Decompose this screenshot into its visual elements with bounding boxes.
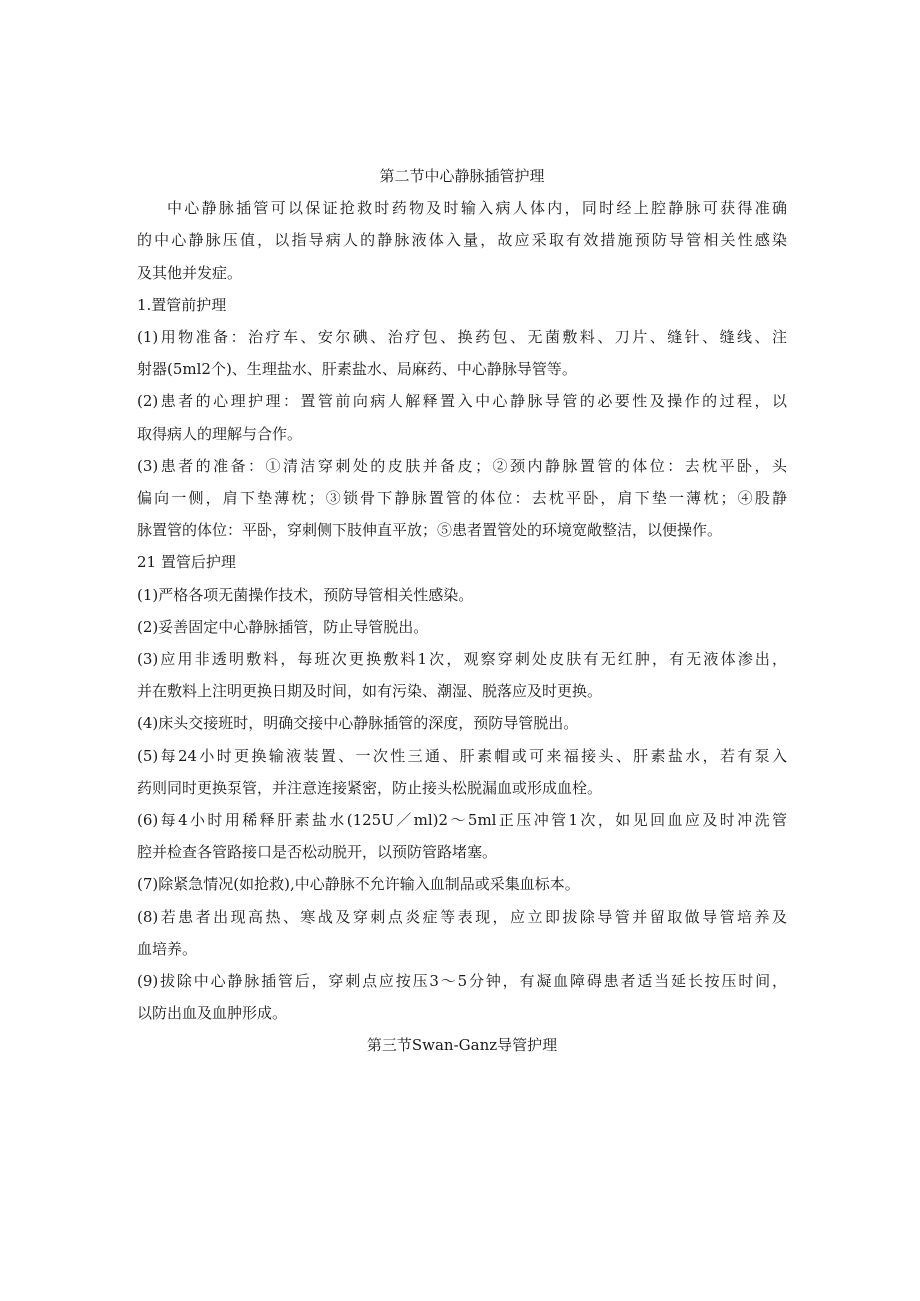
text-line: (2)妥善固定中心静脉插管，防止导管脱出。 <box>137 617 429 636</box>
text-line: (5)每24小时更换输液装置、一次性三通、肝素帽或可来福接头、肝素盐水，若有泵入 <box>137 746 787 765</box>
list-item <box>137 450 787 547</box>
text-line: (8)若患者出现高热、寒战及穿刺点炎症等表现，应立即拔除导管并留取做导管培养及 <box>137 907 787 926</box>
text-line: 及其他并发症。 <box>137 263 243 282</box>
text-line: (6)每4小时用稀释肝素盐水(125U／ml)2～5ml正压冲管1次，如见回血应及时冲洗管 <box>137 811 787 830</box>
text-line: (2)患者的心理护理：置管前向病人解释置入中心静脉导管的必要性及操作的过程，以 <box>137 392 787 411</box>
text-line: (1)严格各项无菌操作技术，预防导管相关性感染。 <box>137 585 474 604</box>
text-line: 的中心静脉压值，以指导病人的静脉液体入量，故应采取有效措施预防导管相关性感染 <box>137 231 787 250</box>
text-line: 射器(5ml2个)、生理盐水、肝素盐水、局麻药、中心静脉导管等。 <box>137 360 577 379</box>
text-line: 腔并检查各管路接口是否松动脱开，以预防管路堵塞。 <box>137 843 498 862</box>
text-line: (3)应用非透明敷料，每班次更换敷料1次，观察穿刺处皮肤有无红肿，有无液体渗出， <box>137 650 787 669</box>
text-line: 偏向一侧，肩下垫薄枕；③锁骨下静脉置管的体位：去枕平卧，肩下垫一薄枕；④股静 <box>137 489 787 508</box>
list-item <box>137 901 787 965</box>
list-item <box>137 643 787 707</box>
text-line: (9)拔除中心静脉插管后，穿刺点应按压3～5分钟，有凝血障碍患者适当延长按压时间， <box>137 972 787 991</box>
list-item <box>137 740 787 804</box>
text-line: 血培养。 <box>137 939 198 958</box>
subsection-heading: 1.置管前护理 <box>137 295 227 314</box>
list-item <box>137 321 787 385</box>
text-line: (1)用物准备：治疗车、安尔碘、治疗包、换药包、无菌敷料、刀片、缝针、缝线、注 <box>137 328 787 347</box>
text-line: (7)除紧急情况(如抢救),中心静脉不允许输入血制品或采集血标本。 <box>137 875 580 894</box>
text-line: 以防出血及血肿形成。 <box>137 1004 288 1023</box>
text-line: 中心静脉插管可以保证抢救时药物及时输入病人体内，同时经上腔静脉可获得准确 <box>167 199 787 218</box>
subsection-heading: 21 置管后护理 <box>137 553 236 572</box>
list-item <box>137 707 787 739</box>
document-body <box>137 160 787 1062</box>
text-line: 取得病人的理解与合作。 <box>137 424 303 443</box>
text-line: 并在敷料上注明更换日期及时间，如有污染、潮湿、脱落应及时更换。 <box>137 682 603 701</box>
intro-paragraph <box>137 192 787 289</box>
list-item <box>137 611 787 643</box>
list-item <box>137 579 787 611</box>
list-item <box>137 385 787 449</box>
list-item <box>137 965 787 1029</box>
list-item <box>137 804 787 868</box>
text-line: 脉置管的体位：平卧，穿刺侧下肢伸直平放；⑤患者置管处的环境宽敞整洁，以便操作。 <box>137 521 723 540</box>
section-title: 第二节中心静脉插管护理 <box>379 167 545 185</box>
list-item <box>137 868 787 900</box>
section-title: 第三节Swan-Ganz导管护理 <box>366 1036 558 1055</box>
text-line: (3)患者的准备：①清洁穿刺处的皮肤并备皮；②颈内静脉置管的体位：去枕平卧，头 <box>137 456 787 475</box>
text-line: (4)床头交接班时，明确交接中心静脉插管的深度，预防导管脱出。 <box>137 714 579 733</box>
text-line: 药则同时更换泵管，并注意连接紧密，防止接头松脱漏血或形成血栓。 <box>137 778 603 797</box>
